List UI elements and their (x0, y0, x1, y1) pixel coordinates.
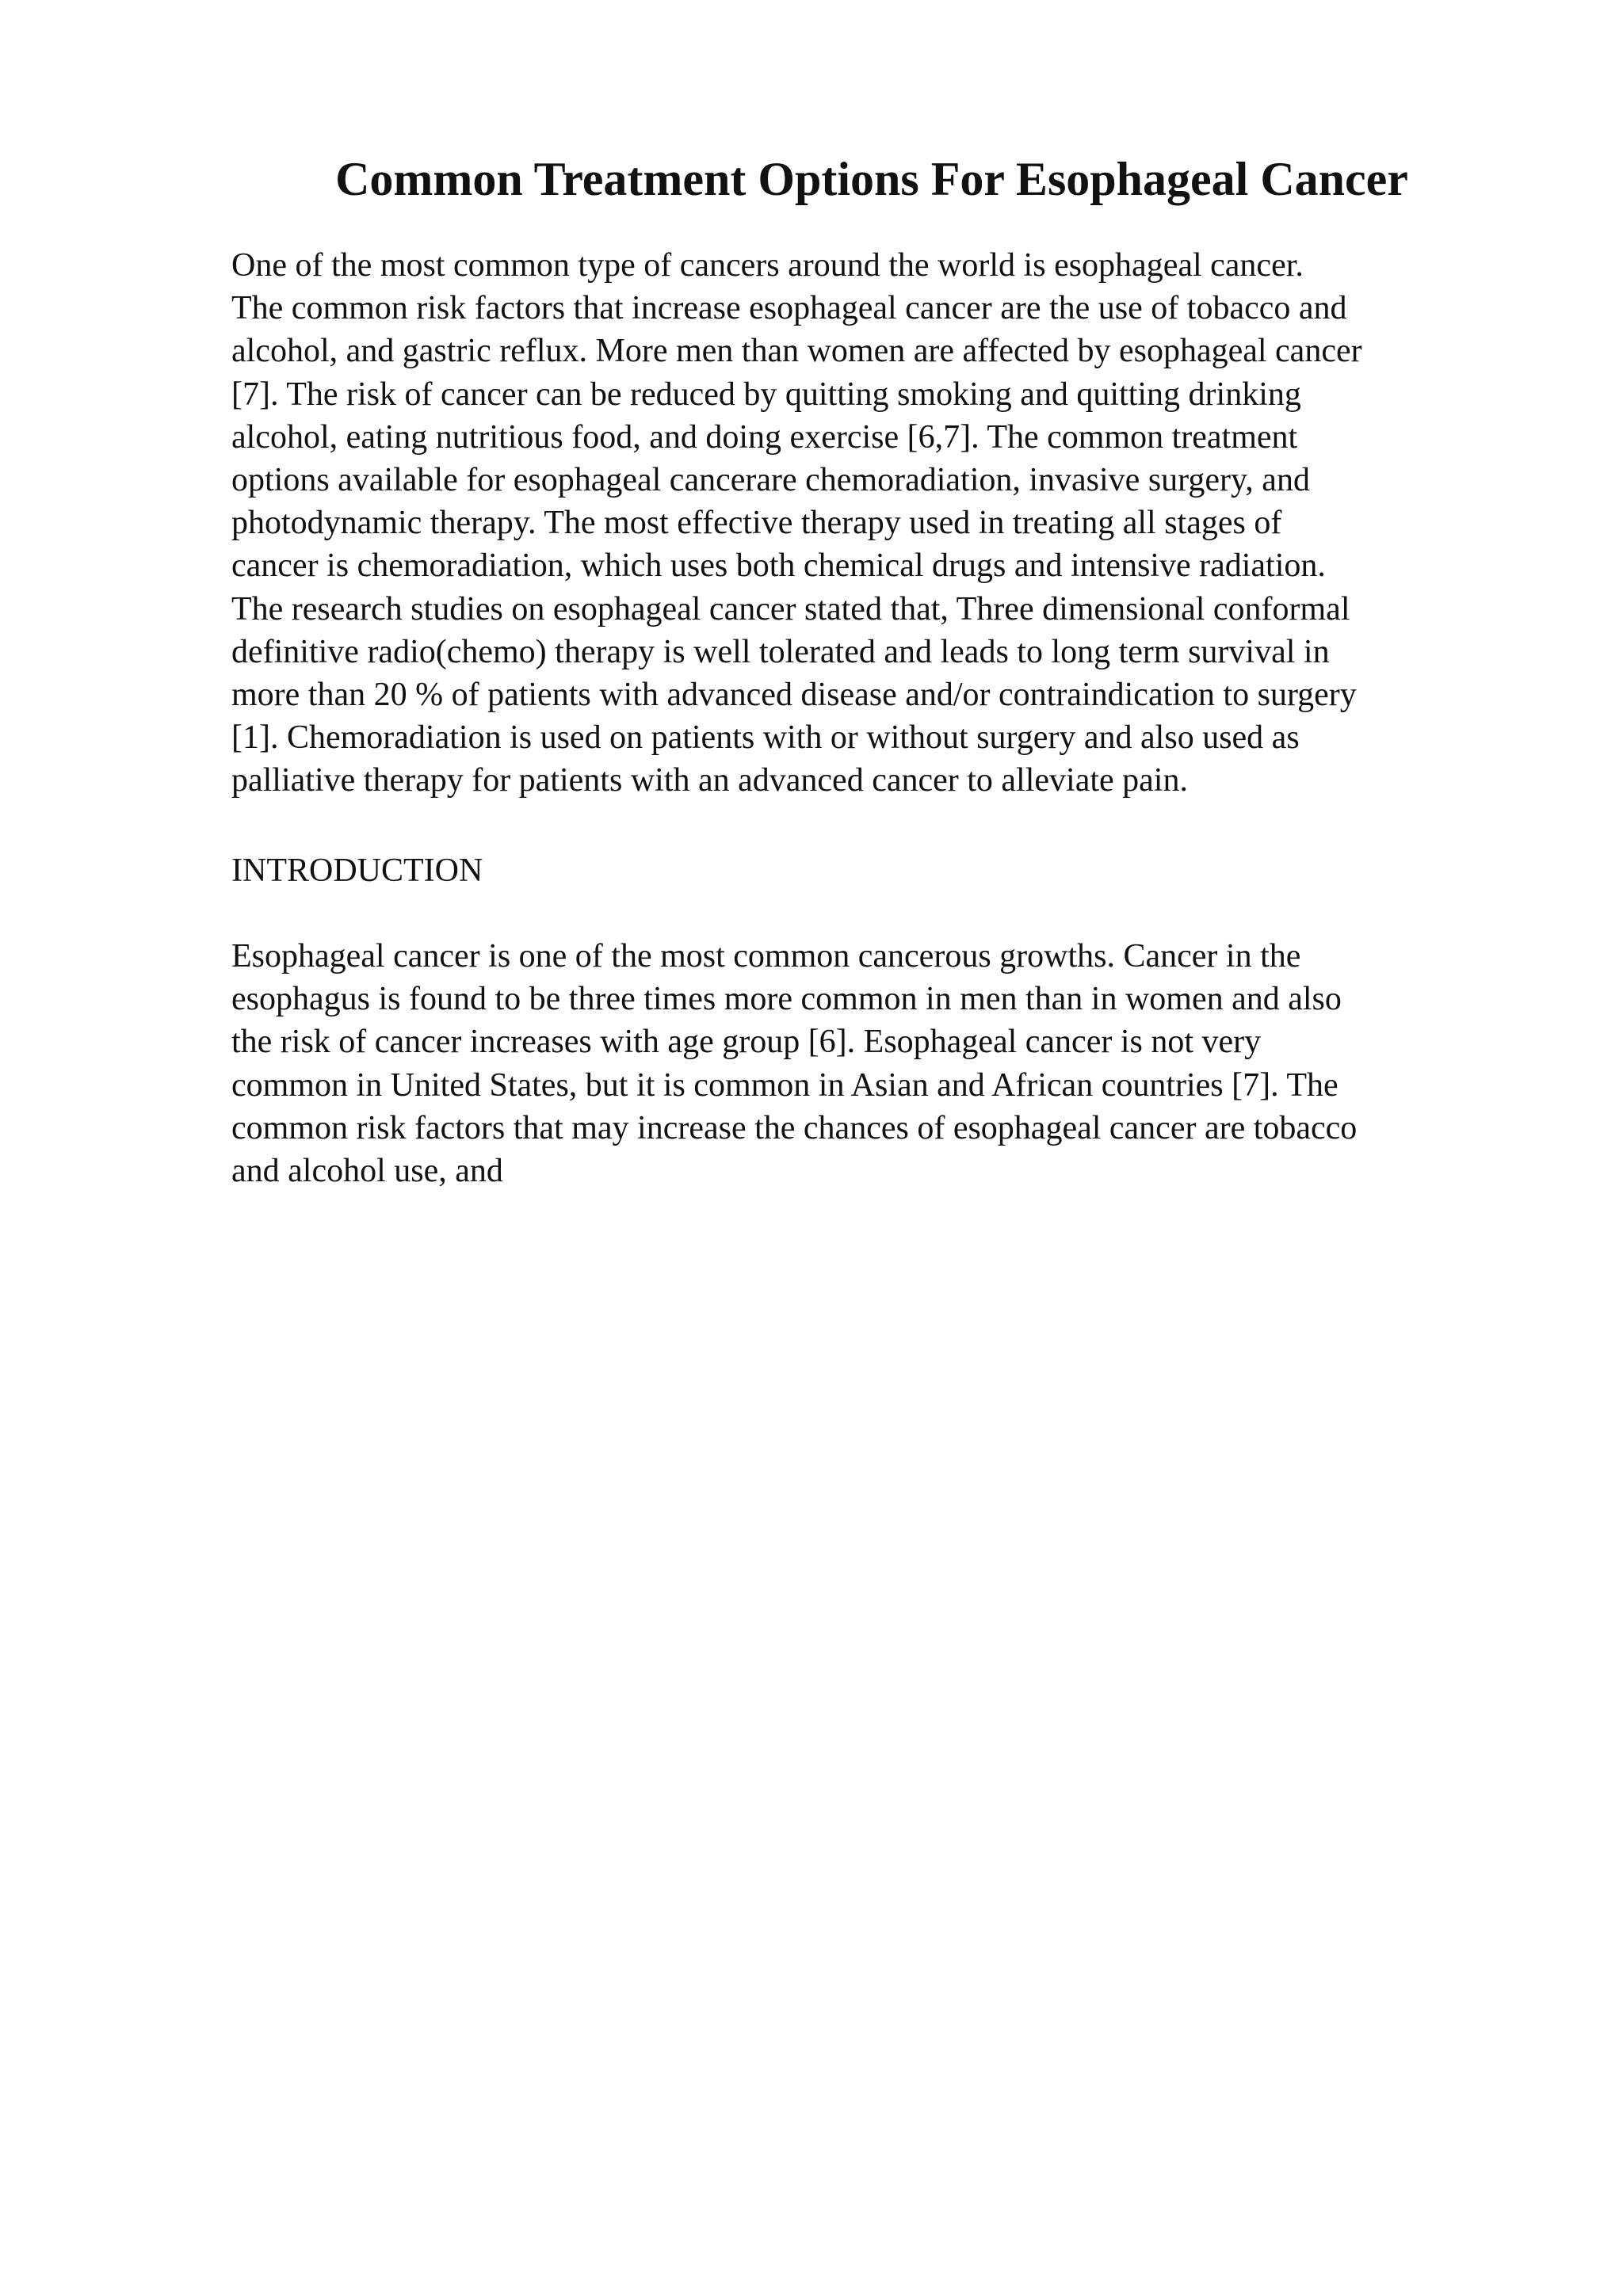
abstract-line: The common risk factors that increase esophageal cancer are the use of tobacco and (231, 290, 1347, 327)
abstract-line: [1]. Chemoradiation is used on patients with or without surgery and also used as (231, 719, 1300, 757)
abstract-line: cancer is chemoradiation, which uses both chemical drugs and intensive radiation. (231, 547, 1326, 585)
abstract-line: palliative therapy for patients with an advanced cancer to alleviate pain. (231, 762, 1188, 799)
document-title: Common Treatment Options For Esophageal Cancer (335, 153, 1408, 205)
introduction-line: and alcohol use, and (231, 1153, 503, 1190)
abstract-paragraph (231, 244, 1499, 803)
abstract-line: One of the most common type of cancers around the world is esophageal cancer. (231, 247, 1304, 284)
introduction-paragraph (231, 935, 1499, 1192)
abstract-line: alcohol, eating nutritious food, and doing exercise [6,7]. The common treatment (231, 418, 1298, 456)
introduction-line: common in United States, but it is common in Asian and African countries [7]. The (231, 1066, 1338, 1104)
abstract-line: more than 20 % of patients with advanced disease and/or contraindication to surgery (231, 677, 1357, 714)
introduction-line: common risk factors that may increase the chances of esophageal cancer are tobacco (231, 1109, 1358, 1146)
abstract-line: alcohol, and gastric reflux. More men than women are affected by esophageal cancer (231, 333, 1362, 370)
introduction-heading: INTRODUCTION (231, 852, 483, 889)
abstract-line: [7]. The risk of cancer can be reduced by quitting smoking and quitting drinking (231, 376, 1301, 413)
introduction-line: esophagus is found to be three times more common in men than in women and also (231, 981, 1342, 1018)
abstract-line: definitive radio(chemo) therapy is well tolerated and leads to long term survival in (231, 633, 1330, 670)
abstract-line: photodynamic therapy. The most effective therapy used in treating all stages of (231, 505, 1282, 542)
introduction-line: Esophageal cancer is one of the most common cancerous growths. Cancer in the (231, 938, 1301, 974)
introduction-line: the risk of cancer increases with age group [6]. Esophageal cancer is not very (231, 1024, 1262, 1061)
abstract-line: options available for esophageal cancerare chemoradiation, invasive surgery, and (231, 462, 1310, 499)
abstract-line: The research studies on esophageal cancer stated that, Three dimensional conformal (231, 590, 1350, 627)
